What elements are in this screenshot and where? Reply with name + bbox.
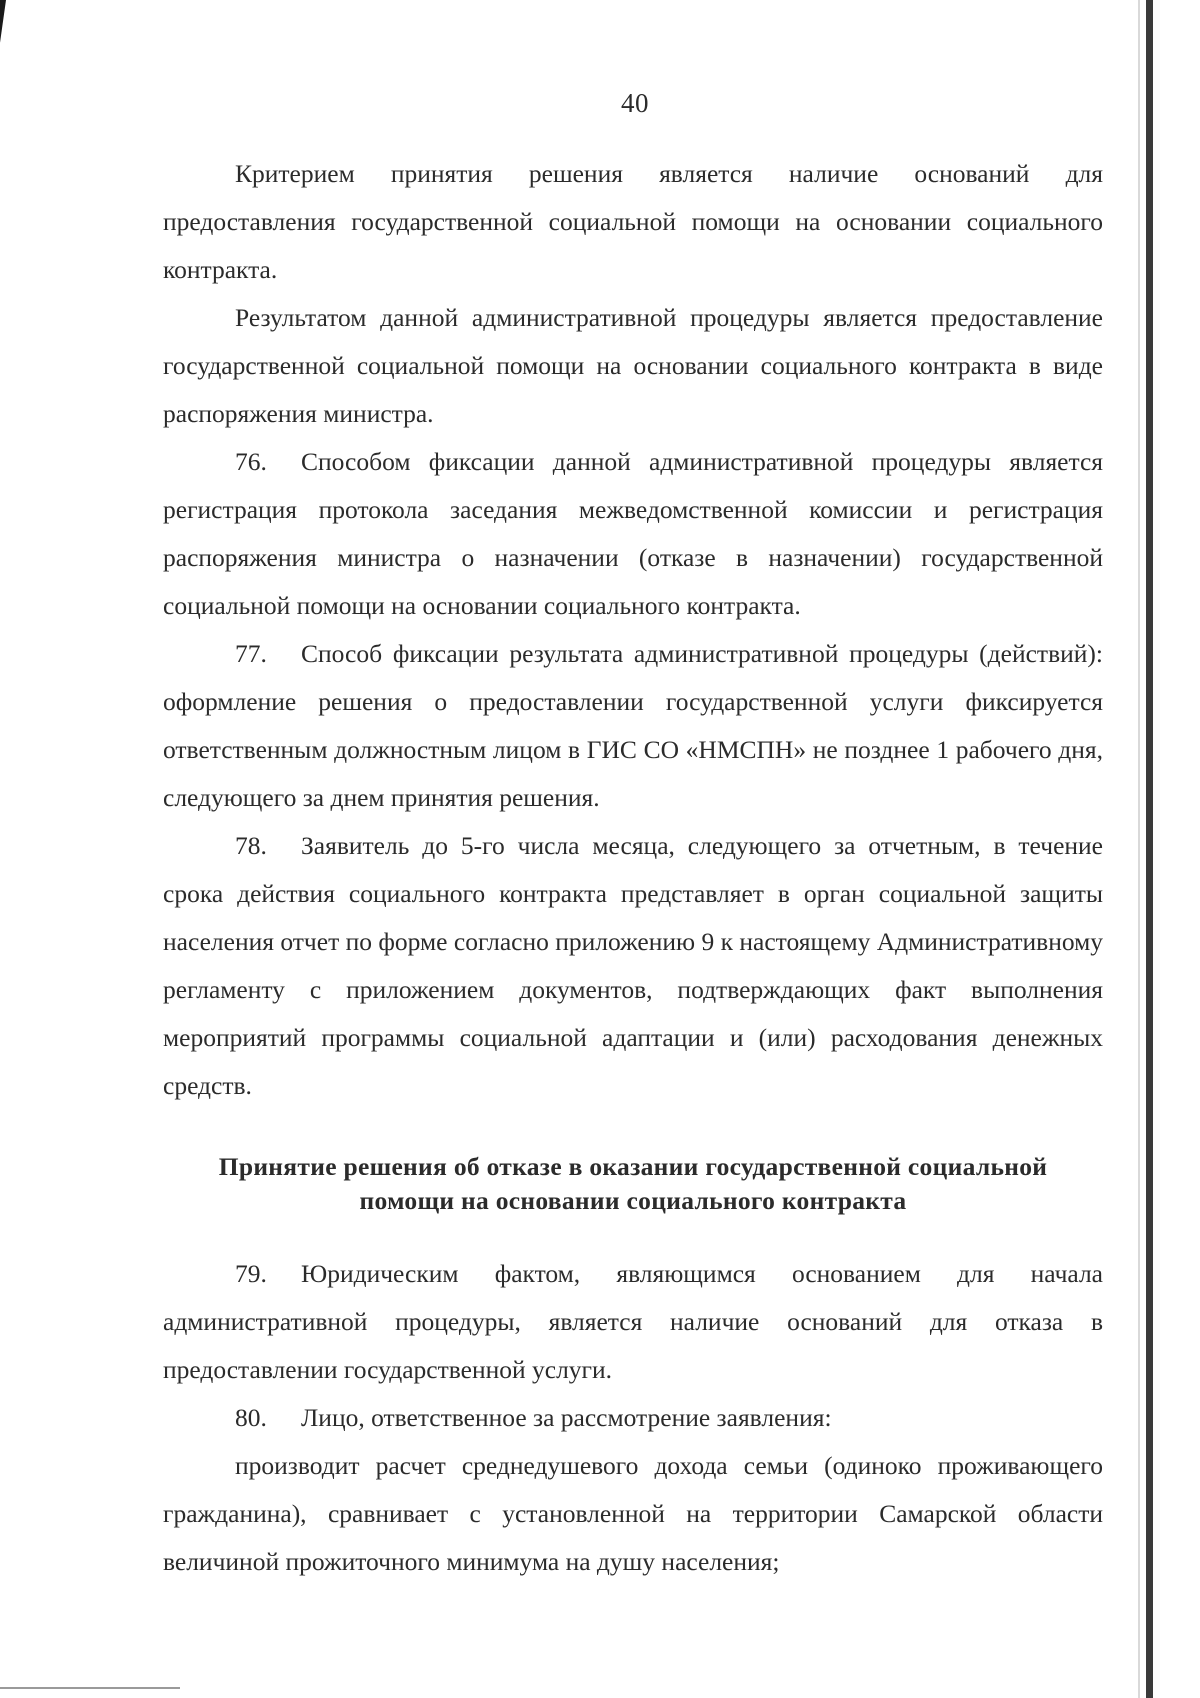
paragraph-text: Лицо, ответственное за рассмотрение заявления: <box>301 1403 832 1432</box>
paragraph-number: 80. <box>235 1403 267 1432</box>
page-number: 40 <box>621 88 649 118</box>
paragraph-number: 79. <box>235 1259 267 1288</box>
paragraph-number: 78. <box>235 831 267 860</box>
paragraph <box>163 150 1103 294</box>
section-heading <box>163 1150 1103 1218</box>
paragraph <box>163 1394 1103 1442</box>
paragraph-text: Заявитель до 5-го числа месяца, следующего за отчетным, в течение срока действия социального контракта представляет в орган социальной защиты населения отчет по форме согласно приложению 9 к настоящему Административному регламенту с приложением документов, подтверждающих факт выполнения мероприятий программы социальной адаптации и (или) расходования денежных средств. <box>163 831 1103 1100</box>
paragraph-number: 76. <box>235 447 267 476</box>
paragraph-group-b <box>163 1250 1103 1586</box>
paragraph-text: Юридическим фактом, являющимся основанием для начала административной процедуры, является наличие оснований для отказа в предоставлении государственной услуги. <box>163 1259 1103 1384</box>
scan-edge-right-shadow <box>1138 0 1140 1698</box>
scan-edge-left <box>0 0 6 46</box>
paragraph <box>163 630 1103 822</box>
paragraph-text: Критерием принятия решения является наличие оснований для предоставления государственной социальной помощи на основании социального контракта. <box>163 159 1103 284</box>
paragraph-text: производит расчет среднедушевого дохода семьи (одиноко проживающего гражданина), сравнивает с установленной на территории Самарской области величиной прожиточного минимума на душу населения; <box>163 1451 1103 1576</box>
paragraph <box>163 1250 1103 1394</box>
paragraph-text: Способ фиксации результата административной процедуры (действий): оформление решения о предоставлении государственной услуги фиксируется ответственным должностным лицом в ГИС СО «НМСПН» не позднее 1 рабочего дня, следующего за днем принятия решения. <box>163 639 1103 812</box>
document-body <box>163 150 1103 1586</box>
paragraph-number: 77. <box>235 639 267 668</box>
scan-bottom-rule <box>0 1687 180 1689</box>
section-heading-line-1: Принятие решения об отказе в оказании государственной социальной <box>218 1152 1048 1181</box>
scan-edge-right <box>1146 0 1153 1698</box>
paragraph-text: Способом фиксации данной административной процедуры является регистрация протокола заседания межведомственной комиссии и регистрация распоряжения министра о назначении (отказе в назначении) государственной социальной помощи на основании социального контракта. <box>163 447 1103 620</box>
paragraph <box>163 822 1103 1110</box>
paragraph-text: Результатом данной административной процедуры является предоставление государственной социальной помощи на основании социального контракта в виде распоряжения министра. <box>163 303 1103 428</box>
paragraph-group-a <box>163 150 1103 1110</box>
section-heading-line-2: помощи на основании социального контракта <box>359 1186 907 1215</box>
paragraph <box>163 294 1103 438</box>
paragraph <box>163 438 1103 630</box>
paragraph <box>163 1442 1103 1586</box>
